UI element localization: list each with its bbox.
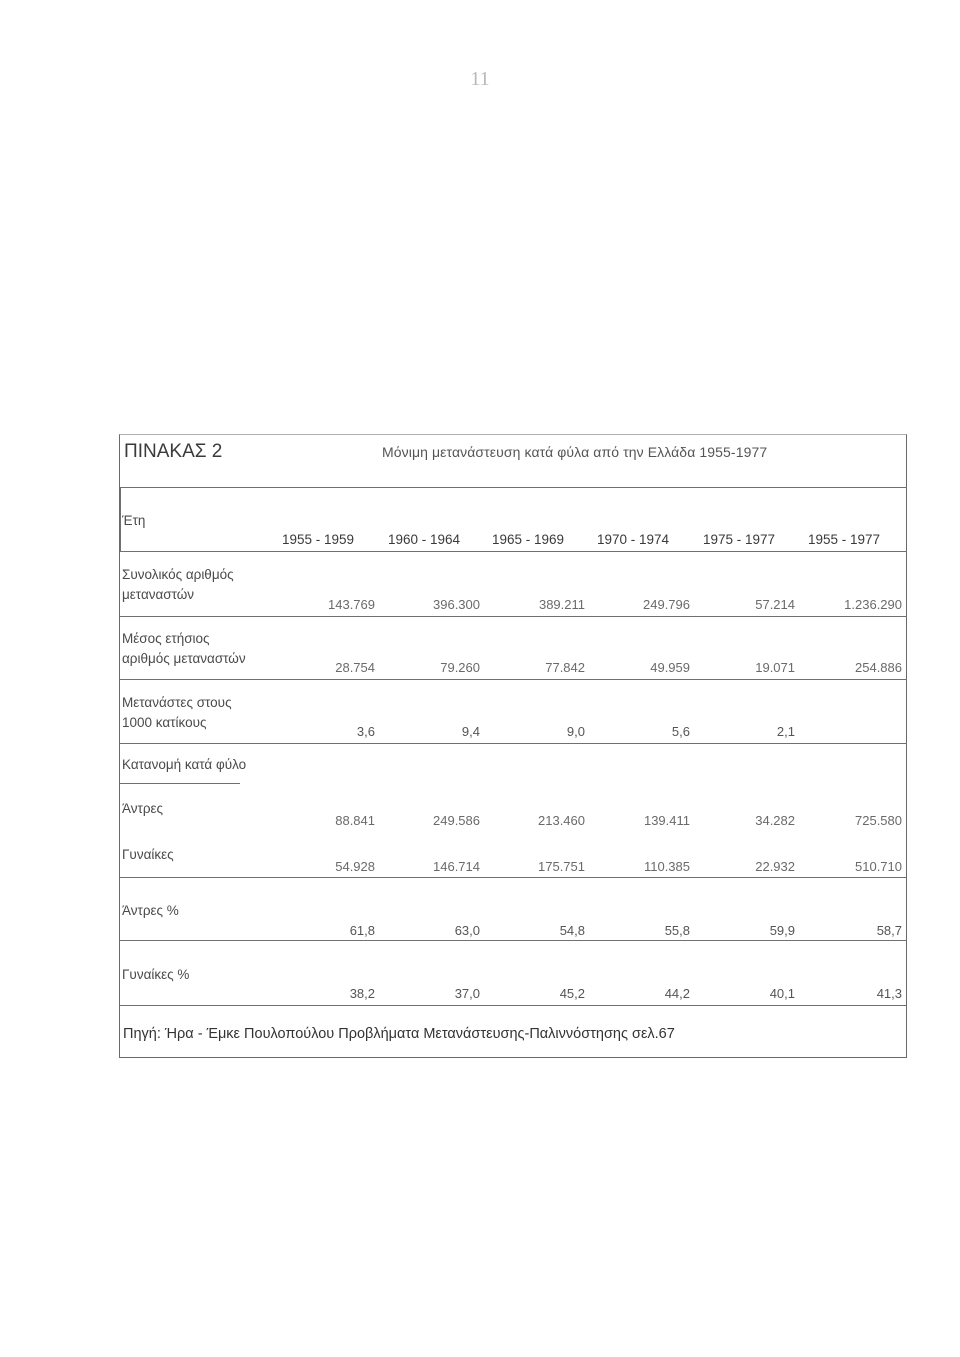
row-label-total: Συνολικός αριθμός xyxy=(122,567,234,582)
men-pct-col-2: 63,0 xyxy=(454,923,480,938)
rule-under-men-pct xyxy=(120,940,906,941)
rule-header-divider xyxy=(120,487,121,551)
rule-under-annual xyxy=(120,679,906,680)
rule-under-years xyxy=(120,551,906,552)
row-label-men: Άντρες xyxy=(122,801,164,816)
women-col-5: 22.932 xyxy=(755,859,795,874)
total-col-4: 249.796 xyxy=(643,597,690,612)
total-col-6: 1.236.290 xyxy=(844,597,902,612)
men-col-4: 139.411 xyxy=(643,813,690,828)
men-pct-col-6: 58,7 xyxy=(876,923,902,938)
per-thousand-col-5: 2,1 xyxy=(776,724,795,739)
women-col-1: 54.928 xyxy=(335,859,375,874)
per-thousand-col-3: 9,0 xyxy=(566,724,585,739)
women-pct-col-4: 44,2 xyxy=(664,986,690,1001)
rule-under-title xyxy=(120,487,906,488)
women-col-4: 110.385 xyxy=(643,859,690,874)
annual-col-6: 254.886 xyxy=(855,660,902,675)
row-label-annual-line2: αριθμός μεταναστών xyxy=(122,651,246,666)
migration-table xyxy=(119,434,907,1058)
total-col-2: 396.300 xyxy=(433,597,480,612)
total-col-3: 389.211 xyxy=(538,597,585,612)
page-number: 11 xyxy=(470,68,490,90)
year-col-1: 1955 - 1959 xyxy=(282,532,355,547)
annual-col-5: 19.071 xyxy=(755,660,795,675)
women-col-3: 175.751 xyxy=(538,859,585,874)
men-col-3: 213.460 xyxy=(538,813,585,828)
women-col-2: 146.714 xyxy=(433,859,480,874)
men-col-6: 725.580 xyxy=(855,813,902,828)
row-label-women: Γυναίκες xyxy=(122,847,174,862)
row-label-per-thousand-line2: 1000 κατίκους xyxy=(122,715,207,730)
women-pct-col-1: 38,2 xyxy=(349,986,375,1001)
row-label-men-pct: Άντρες % xyxy=(122,903,179,918)
row-label-women-pct: Γυναίκες % xyxy=(122,967,190,982)
per-thousand-col-4: 5,6 xyxy=(671,724,690,739)
women-pct-col-3: 45,2 xyxy=(559,986,585,1001)
total-col-1: 143.769 xyxy=(328,597,375,612)
total-col-5: 57.214 xyxy=(755,597,795,612)
years-label: Έτη xyxy=(122,513,146,528)
source-note: Πηγή: Ήρα - Έμκε Πουλοπούλου Προβλήματα Μετανάστευσης-Παλιννόστησης σελ.67 xyxy=(123,1026,675,1042)
year-col-3: 1965 - 1969 xyxy=(492,532,565,547)
per-thousand-col-1: 3,6 xyxy=(356,724,375,739)
table-caption: Μόνιμη μετανάστευση κατά φύλα από την Ελλάδα 1955-1977 xyxy=(382,444,768,460)
men-col-1: 88.841 xyxy=(335,813,375,828)
women-pct-col-2: 37,0 xyxy=(454,986,480,1001)
rule-under-by-sex xyxy=(120,783,240,784)
men-pct-col-5: 59,9 xyxy=(769,923,795,938)
rule-under-women-pct xyxy=(120,1005,906,1006)
rule-under-women xyxy=(120,877,906,878)
men-col-2: 249.586 xyxy=(433,813,480,828)
women-col-6: 510.710 xyxy=(855,859,902,874)
annual-col-2: 79.260 xyxy=(440,660,480,675)
women-pct-col-5: 40,1 xyxy=(769,986,795,1001)
row-label-total-line2: μεταναστών xyxy=(122,587,195,602)
men-pct-col-3: 54,8 xyxy=(559,923,585,938)
year-col-4: 1970 - 1974 xyxy=(597,532,670,547)
table-title: ΠΙΝΑΚΑΣ 2 xyxy=(124,441,223,462)
annual-col-1: 28.754 xyxy=(335,660,375,675)
women-pct-col-6: 41,3 xyxy=(876,986,902,1001)
per-thousand-col-2: 9,4 xyxy=(461,724,480,739)
annual-col-3: 77.842 xyxy=(545,660,585,675)
men-pct-col-4: 55,8 xyxy=(664,923,690,938)
year-col-5: 1975 - 1977 xyxy=(703,532,776,547)
annual-col-4: 49.959 xyxy=(650,660,690,675)
row-label-annual: Μέσος ετήσιος xyxy=(122,631,210,646)
men-pct-col-1: 61,8 xyxy=(349,923,375,938)
men-col-5: 34.282 xyxy=(755,813,795,828)
row-label-by-sex: Κατανομή κατά φύλο xyxy=(122,757,247,772)
year-col-2: 1960 - 1964 xyxy=(388,532,461,547)
rule-under-total xyxy=(120,616,906,617)
rule-under-per-thousand xyxy=(120,743,906,744)
year-col-6: 1955 - 1977 xyxy=(808,532,881,547)
row-label-per-thousand: Μετανάστες στους xyxy=(122,695,232,710)
